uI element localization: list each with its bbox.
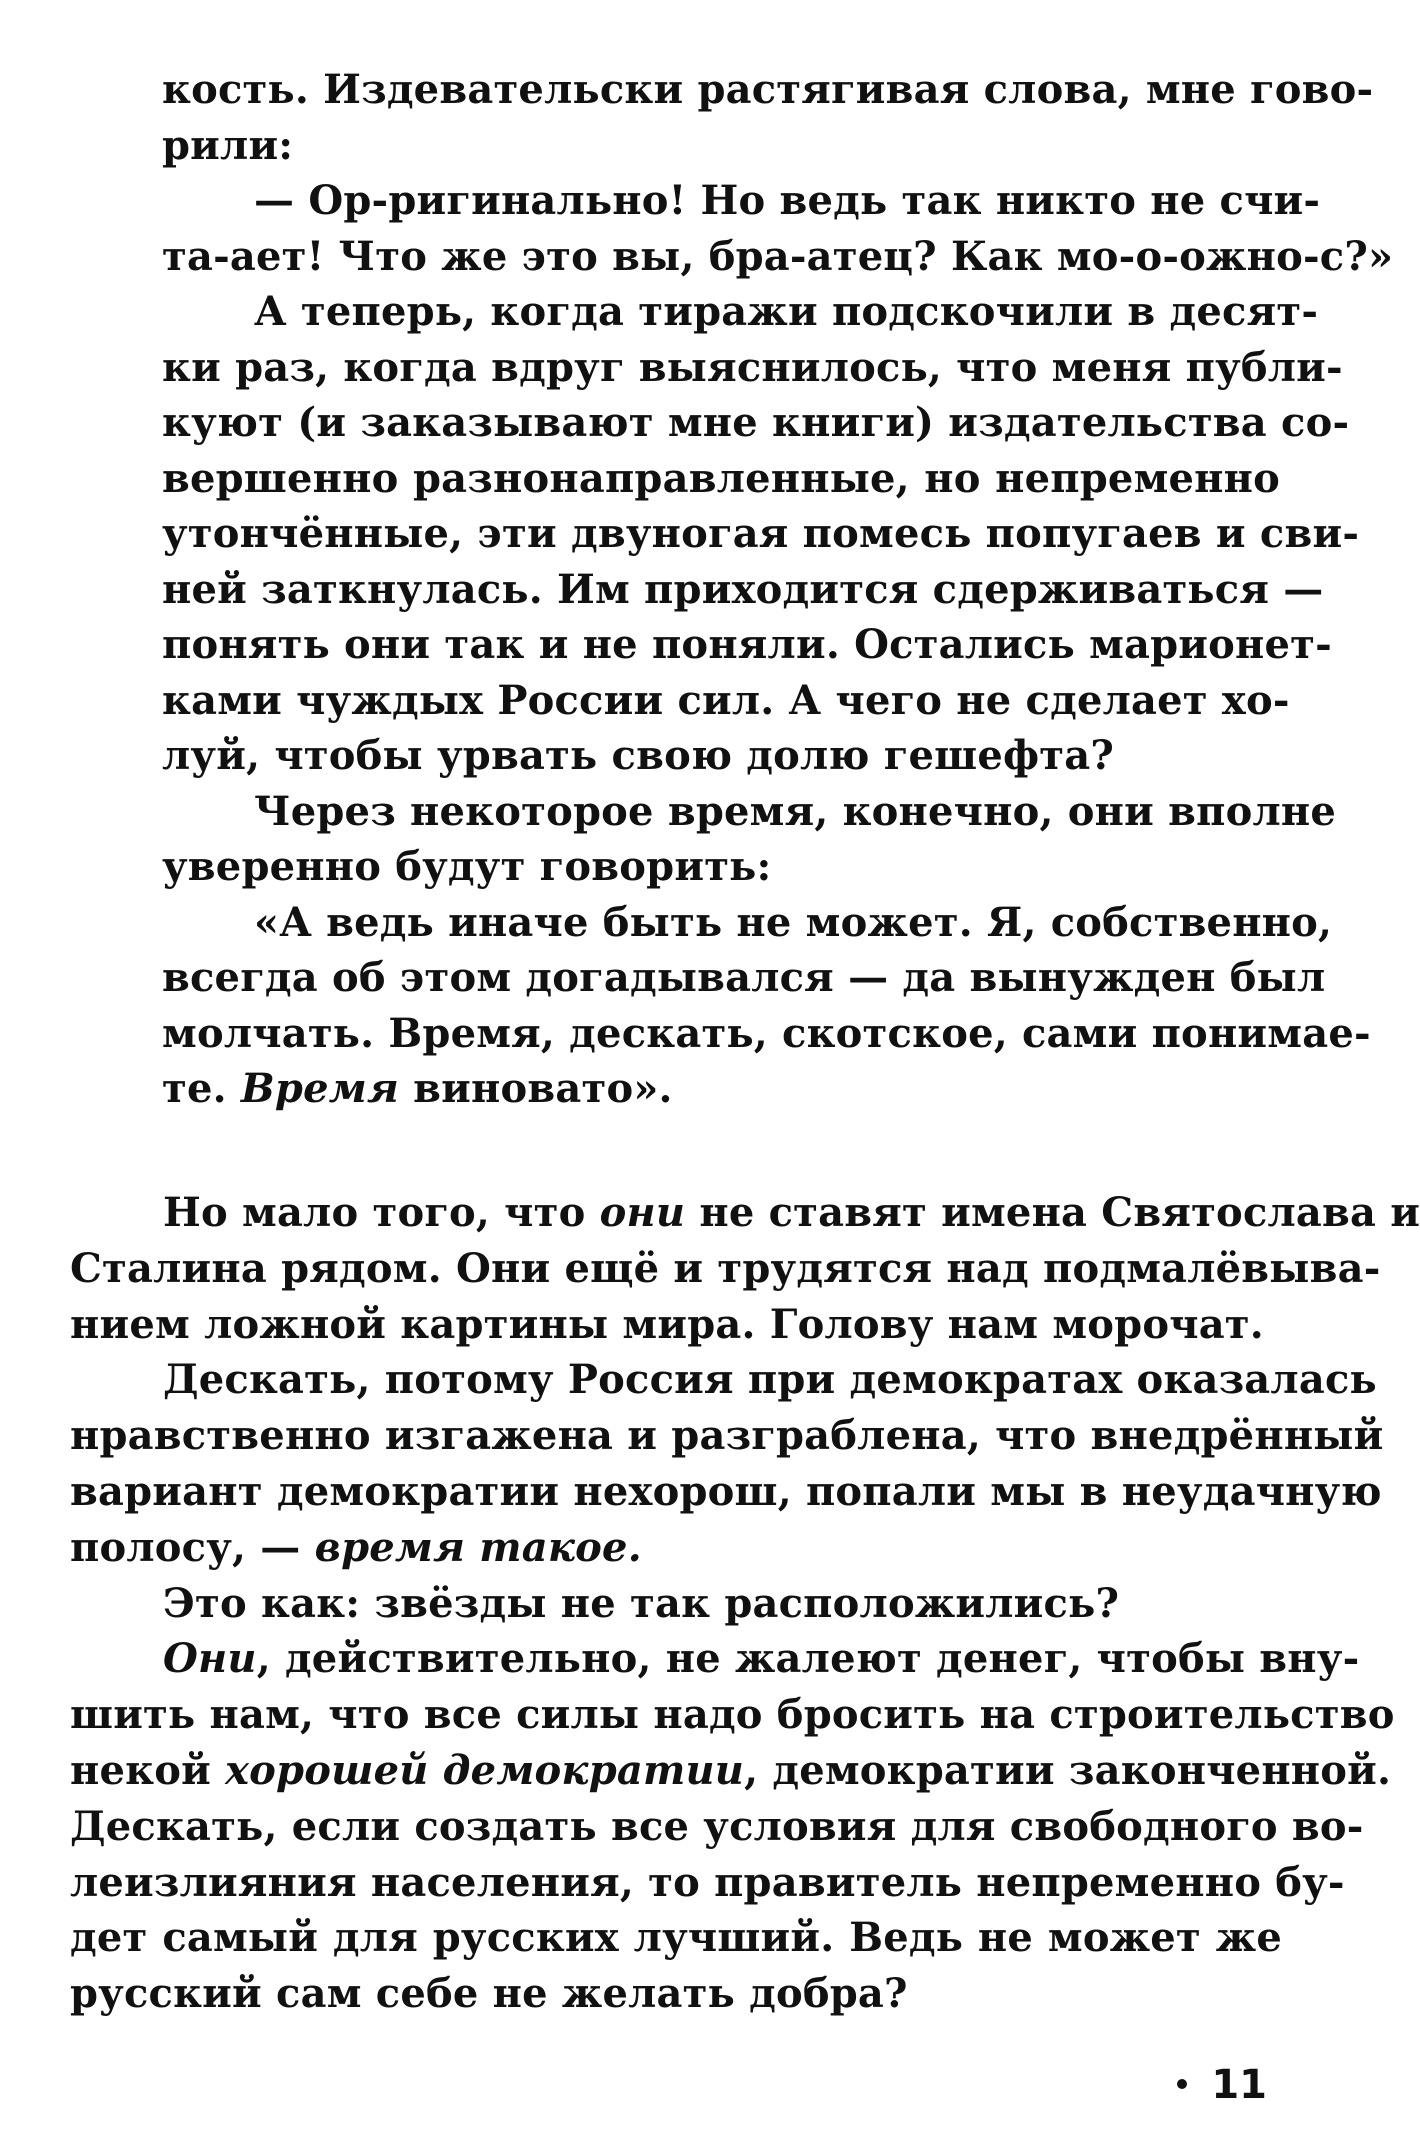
italic-emphasis: Время	[240, 1065, 399, 1112]
text-line: ками чуждых России сил. А чего не сделает хо-	[162, 676, 1290, 724]
text-line: кость. Издевательски растягивая слова, мне гово-	[162, 66, 1374, 113]
text-line: рили:	[162, 121, 294, 169]
text-line: леизлияния населения, то правитель непременно бу-	[70, 1858, 1345, 1906]
text-line	[70, 1520, 1282, 1576]
italic-emphasis: хорошей демократии	[225, 1746, 745, 1794]
italic-emphasis: Они	[163, 1635, 257, 1683]
text-fragment: некой	[70, 1746, 211, 1794]
text-line: Сталина рядом. Они ещё и трудятся над подмалёвыва-	[70, 1244, 1381, 1292]
bullet-icon	[1177, 2079, 1187, 2089]
text-line: дет самый для русских лучший. Ведь не может же	[70, 1914, 1282, 1962]
text-block-lower	[70, 1185, 1420, 2022]
page-number-value: 11	[1211, 2062, 1267, 2108]
text-line: — Ор-ригинально! Но ведь так никто не счи-	[254, 177, 1321, 224]
text-line: Дескать, потому Россия при демократах оказалась	[163, 1356, 1377, 1404]
text-line: всегда об этом догадывался — да вынужден был	[162, 954, 1326, 1001]
text-line: уверенно будут говорить:	[162, 843, 772, 890]
text-line: ки раз, когда вдруг выяснилось, что меня публи-	[162, 343, 1343, 391]
text-line: шить нам, что все силы надо бросить на строительство	[70, 1691, 1395, 1739]
text-line: вершенно разнонаправленные, но непременно	[162, 454, 1280, 502]
text-line: вариант демократии нехорош, попали мы в неудачную	[70, 1467, 1382, 1515]
italic-emphasis: время такое.	[314, 1523, 642, 1571]
text-line: русский сам себе не желать добра?	[70, 1970, 908, 2018]
text-block-upper	[162, 62, 1394, 1117]
text-line: молчать. Время, дескать, скотское, сами понимае-	[162, 1009, 1371, 1057]
text-fragment: те.	[162, 1065, 227, 1112]
text-fragment: полосу, —	[70, 1523, 301, 1571]
italic-emphasis: они	[599, 1189, 686, 1236]
text-line: нием ложной картины мира. Голову нам морочат.	[70, 1300, 1264, 1348]
text-fragment: виновато».	[413, 1065, 673, 1112]
text-line	[70, 1743, 1392, 1799]
text-line: А теперь, когда тиражи подскочили в десят-	[254, 288, 1319, 335]
text-line: Это как: звёзды не так расположились?	[163, 1579, 1120, 1627]
text-line: Через некоторое время, конечно, они вполне	[254, 787, 1336, 835]
text-line: понять они так и не поняли. Остались марионет-	[162, 621, 1332, 668]
text-line: утончённые, эти двуногая помесь попугаев и сви-	[162, 510, 1360, 557]
text-line: та-ает! Что же это вы, бра-атец? Как мо-о-ожно-с?»	[162, 232, 1394, 280]
text-fragment: , демократии законченной.	[744, 1746, 1392, 1794]
text-line-final	[162, 1061, 1280, 1117]
text-fragment: не ставят имена Святослава и	[699, 1189, 1420, 1236]
text-line: Дескать, если создать все условия для свободного во-	[70, 1802, 1364, 1850]
text-line: нравственно изгажена и разграблена, что внедрённый	[70, 1412, 1384, 1460]
text-line: луй, чтобы урвать свою долю гешефта?	[162, 732, 1114, 779]
page-number	[1177, 2062, 1267, 2108]
text-line	[70, 1185, 1420, 1241]
text-line: «А ведь иначе быть не может. Я, собственно,	[254, 898, 1333, 946]
text-fragment: Но мало того, что	[163, 1189, 586, 1236]
text-fragment: , действительно, не жалеют денег, чтобы вну-	[256, 1635, 1360, 1683]
text-line	[70, 1631, 1360, 1687]
text-line: куют (и заказывают мне книги) издательства со-	[162, 399, 1350, 446]
text-line: ней заткнулась. Им приходится сдерживаться —	[162, 565, 1324, 613]
